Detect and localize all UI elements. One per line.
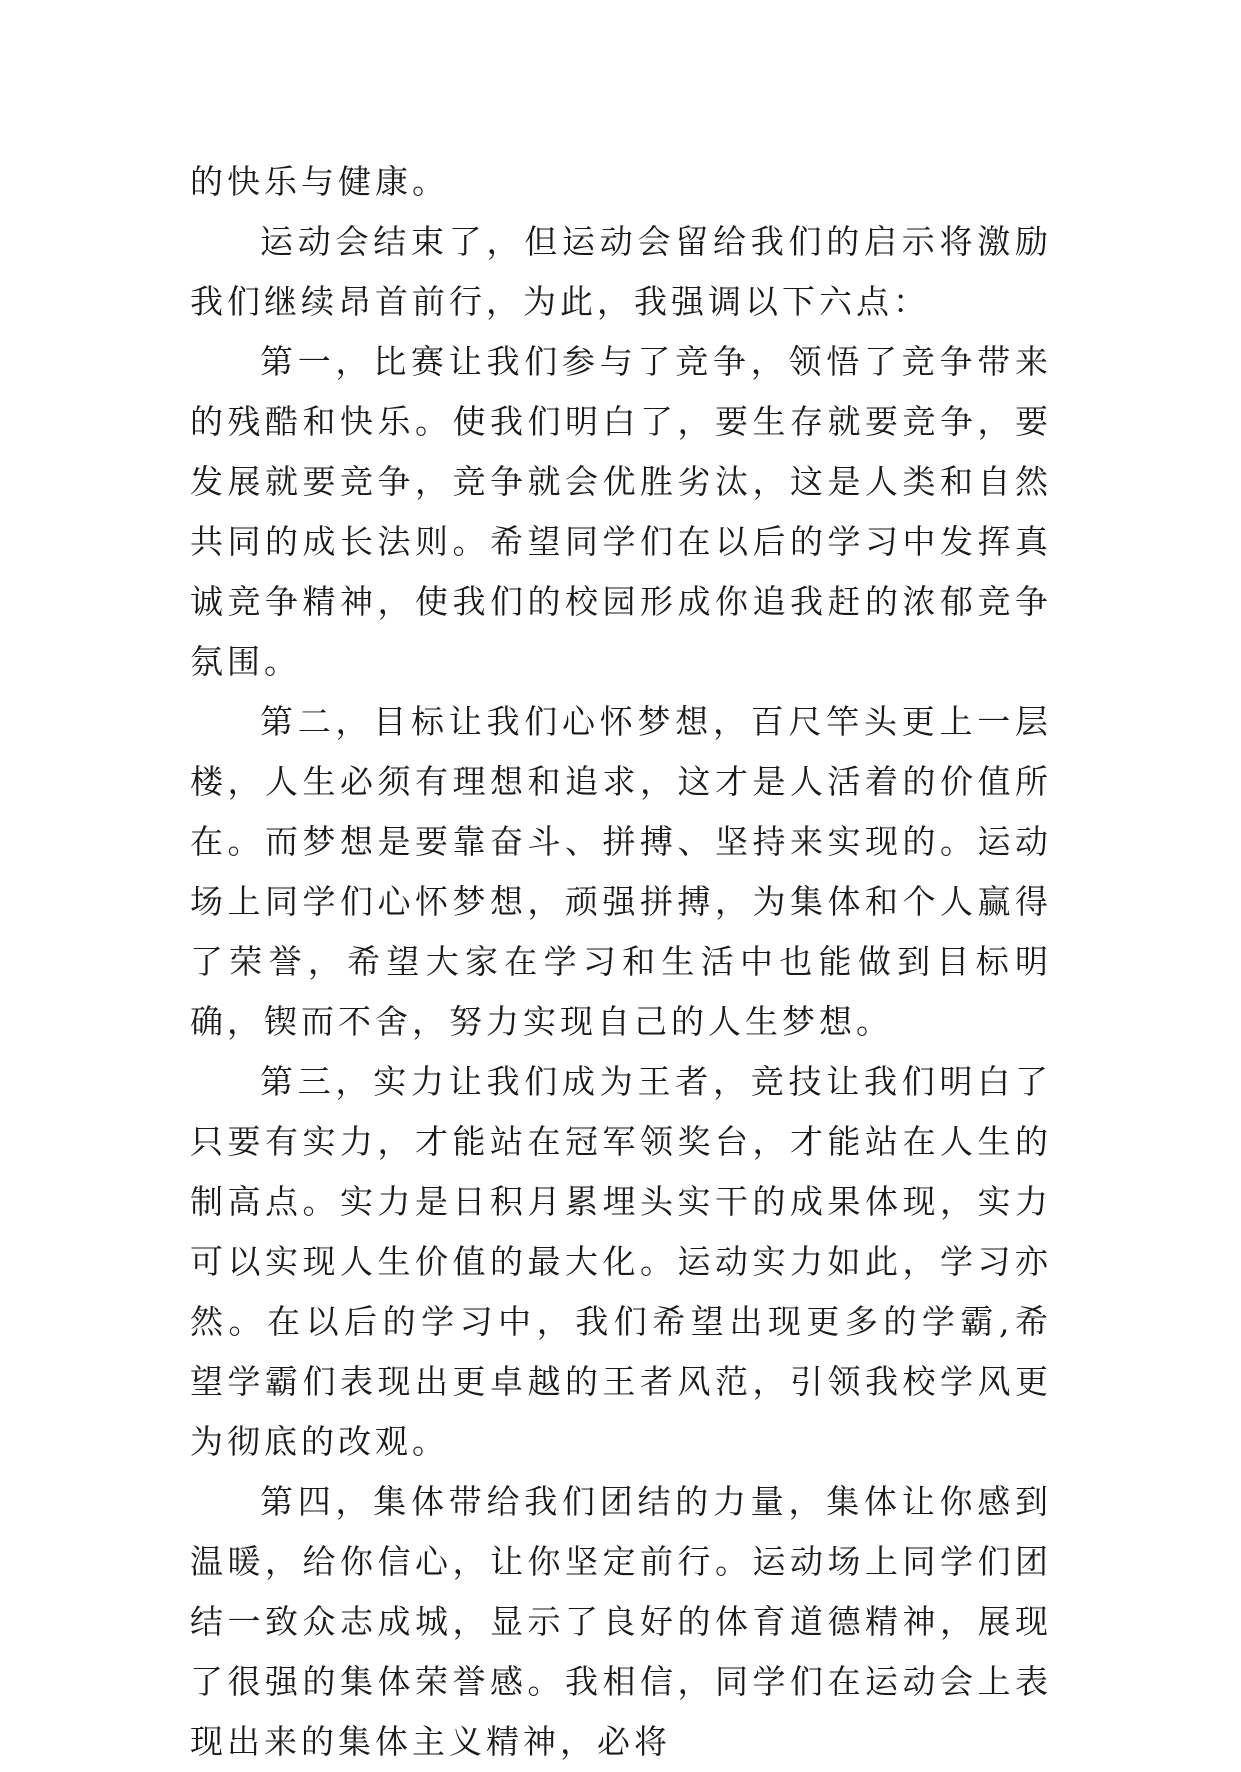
paragraph-point-4: 第四，集体带给我们团结的力量，集体让你感到温暖，给你信心，让你坚定前行。运动场上同学们团结一致众志成城，显示了良好的体育道德精神，展现了很强的集体荣誉感。我相信，同学们在运动会上表现出来的集体主义精神，必将 [190,1482,1052,1761]
paragraph-point-1: 第一，比赛让我们参与了竞争，领悟了竞争带来的残酷和快乐。使我们明白了，要生存就要竞争，要发展就要竞争，竞争就会优胜劣汰，这是人类和自然共同的成长法则。希望同学们在以后的学习中发挥真诚竞争精神，使我们的校园形成你追我赶的浓郁竞争氛围。 [190,342,1052,681]
paragraph-point-3: 第三，实力让我们成为王者，竞技让我们明白了只要有实力，才能站在冠军领奖台，才能站在人生的制高点。实力是日积月累埋头实干的成果体现，实力可以实现人生价值的最大化。运动实力如此，学习亦然。在以后的学习中，我们希望出现更多的学霸,希望学霸们表现出更卓越的王者风范，引领我校学风更为彻底的改观。 [190,1062,1052,1461]
paragraph-point-2: 第二，目标让我们心怀梦想，百尺竿头更上一层楼，人生必须有理想和追求，这才是人活着的价值所在。而梦想是要靠奋斗、拼搏、坚持来实现的。运动场上同学们心怀梦想，顽强拼搏，为集体和个人赢得了荣誉，希望大家在学习和生活中也能做到目标明确，锲而不舍，努力实现自己的人生梦想。 [190,702,1052,1041]
document-body [190,152,1052,1772]
paragraph-continuation: 的快乐与健康。 [190,162,449,201]
paragraph-intro: 运动会结束了，但运动会留给我们的启示将激励我们继续昂首前行，为此，我强调以下六点： [190,222,1052,321]
